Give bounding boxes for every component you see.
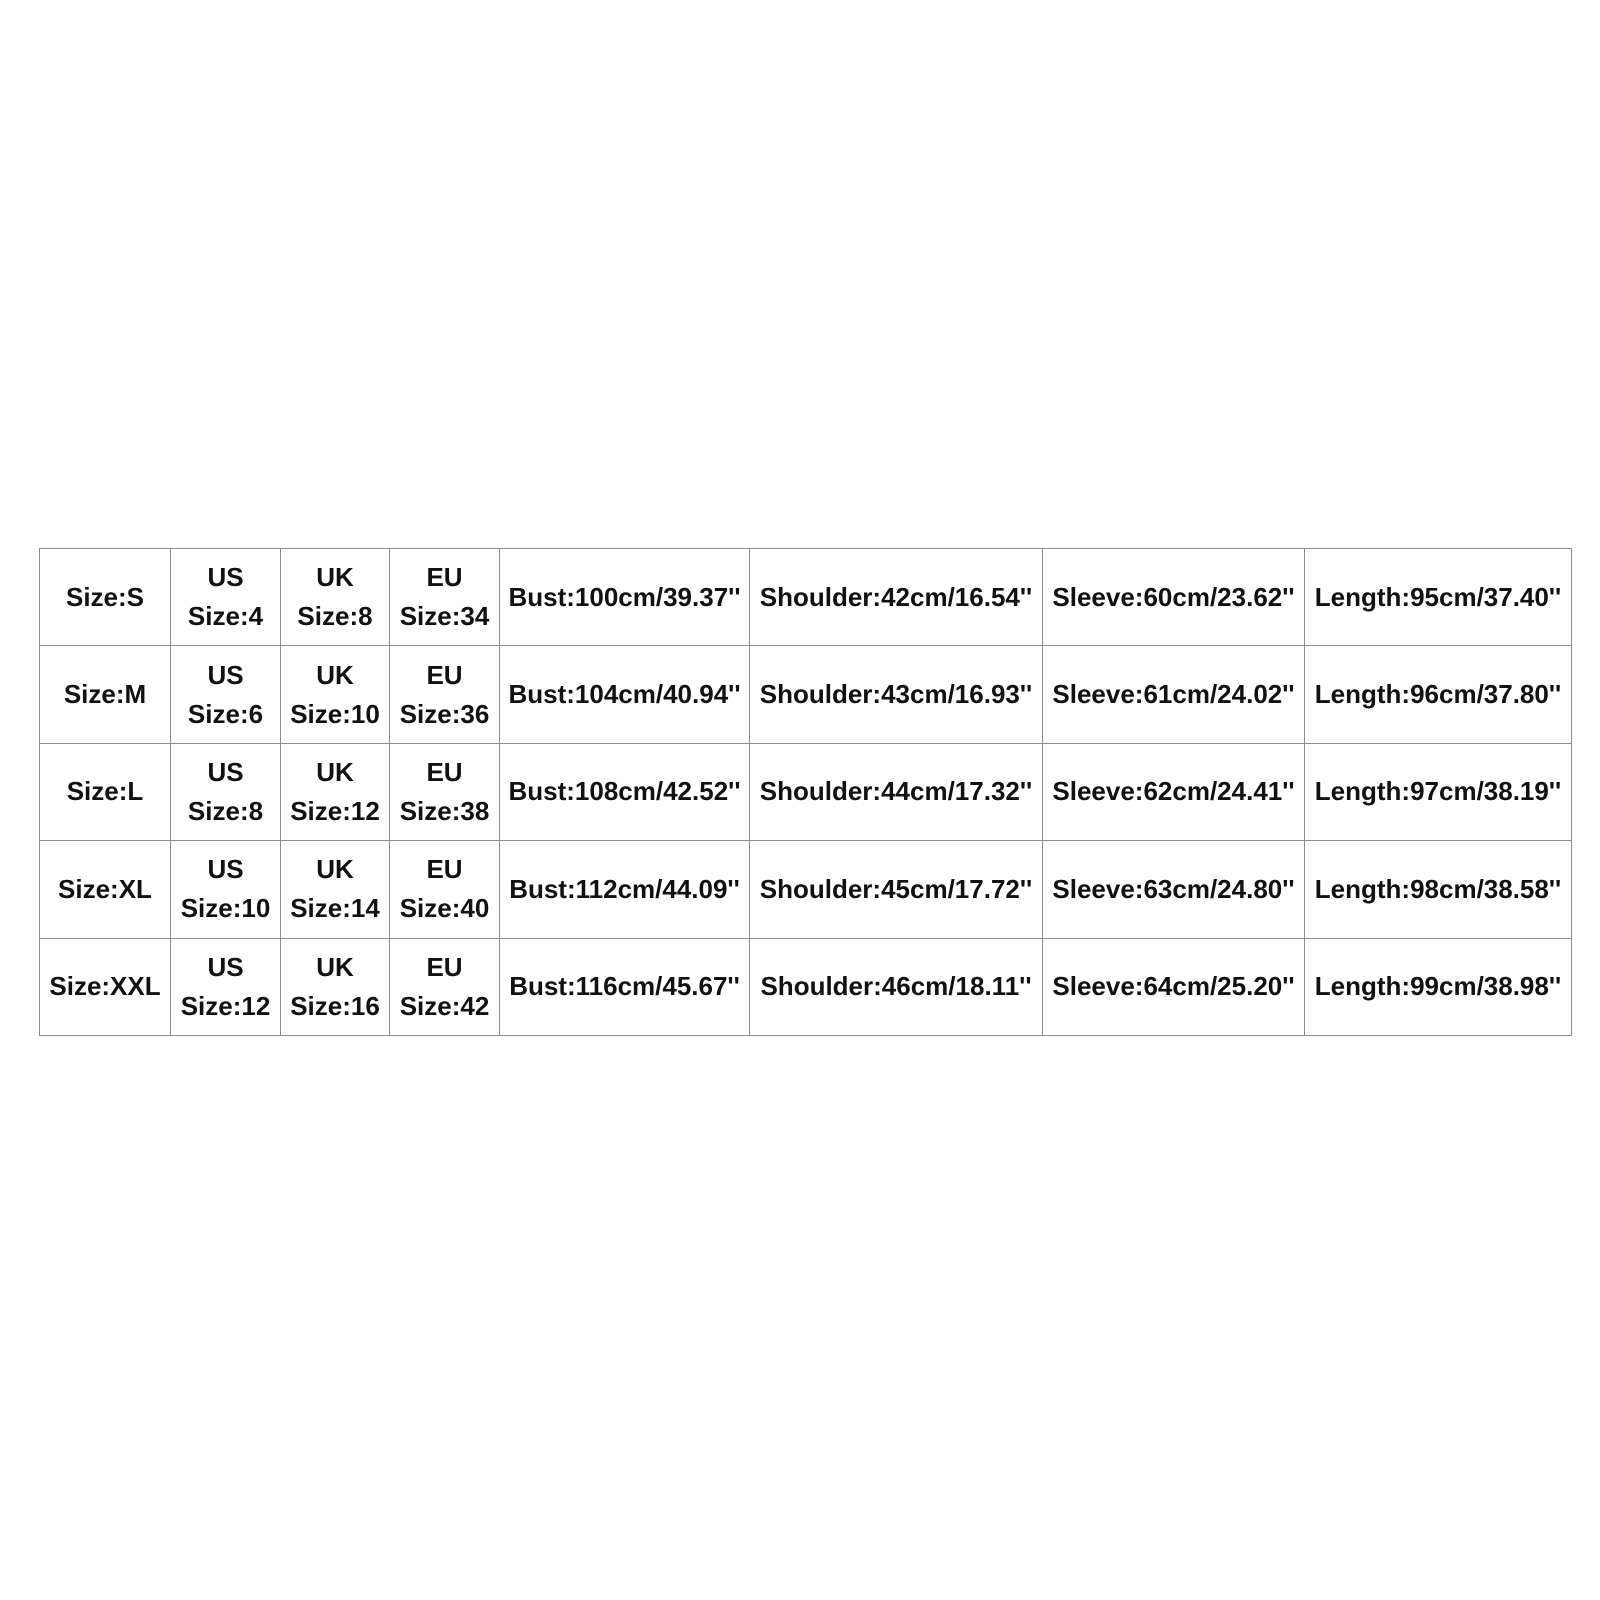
us-value: Size:10 — [180, 893, 271, 924]
eu-size-cell — [390, 549, 500, 646]
eu-value: Size:34 — [399, 601, 490, 632]
eu-label: EU — [426, 756, 463, 787]
us-label: US — [207, 756, 244, 787]
uk-size-cell — [281, 743, 390, 840]
us-label: US — [207, 854, 244, 885]
us-label: US — [207, 659, 244, 690]
uk-value: Size:8 — [297, 601, 373, 632]
eu-label: EU — [426, 951, 463, 982]
size-cell: Size:S — [40, 549, 171, 646]
uk-size-cell — [281, 938, 390, 1035]
eu-label: EU — [426, 659, 463, 690]
uk-label: UK — [316, 951, 354, 982]
shoulder-cell: Shoulder:45cm/17.72'' — [750, 841, 1043, 938]
table-row — [40, 743, 1572, 840]
eu-size-cell — [390, 743, 500, 840]
shoulder-cell: Shoulder:44cm/17.32'' — [750, 743, 1043, 840]
uk-label: UK — [316, 756, 354, 787]
us-value: Size:8 — [187, 795, 264, 826]
eu-value: Size:38 — [399, 795, 490, 826]
length-cell: Length:99cm/38.98'' — [1305, 938, 1572, 1035]
bust-cell: Bust:100cm/39.37'' — [500, 549, 750, 646]
size-cell: Size:M — [40, 646, 171, 743]
uk-size-cell — [281, 841, 390, 938]
uk-value: Size:16 — [290, 990, 380, 1021]
eu-value: Size:36 — [399, 698, 490, 729]
bust-cell: Bust:116cm/45.67'' — [500, 938, 750, 1035]
eu-size-cell — [390, 938, 500, 1035]
bust-cell: Bust:104cm/40.94'' — [500, 646, 750, 743]
eu-value: Size:40 — [399, 893, 490, 924]
eu-value: Size:42 — [399, 990, 490, 1021]
sleeve-cell: Sleeve:61cm/24.02'' — [1043, 646, 1305, 743]
size-cell: Size:L — [40, 743, 171, 840]
length-cell: Length:97cm/38.19'' — [1305, 743, 1572, 840]
table-row — [40, 841, 1572, 938]
sleeve-cell: Sleeve:63cm/24.80'' — [1043, 841, 1305, 938]
uk-value: Size:12 — [290, 795, 380, 826]
uk-value: Size:10 — [290, 698, 380, 729]
sleeve-cell: Sleeve:64cm/25.20'' — [1043, 938, 1305, 1035]
table-row — [40, 549, 1572, 646]
eu-label: EU — [426, 562, 463, 593]
us-label: US — [207, 951, 244, 982]
us-size-cell — [171, 841, 281, 938]
us-size-cell — [171, 549, 281, 646]
uk-size-cell — [281, 646, 390, 743]
uk-size-cell — [281, 549, 390, 646]
uk-label: UK — [316, 562, 354, 593]
us-value: Size:12 — [180, 990, 271, 1021]
length-cell: Length:96cm/37.80'' — [1305, 646, 1572, 743]
uk-label: UK — [316, 659, 354, 690]
shoulder-cell: Shoulder:43cm/16.93'' — [750, 646, 1043, 743]
shoulder-cell: Shoulder:46cm/18.11'' — [750, 938, 1043, 1035]
eu-size-cell — [390, 646, 500, 743]
us-value: Size:4 — [187, 601, 264, 632]
us-value: Size:6 — [187, 698, 264, 729]
size-chart-table — [39, 548, 1572, 1036]
us-size-cell — [171, 646, 281, 743]
eu-size-cell — [390, 841, 500, 938]
bust-cell: Bust:112cm/44.09'' — [500, 841, 750, 938]
us-size-cell — [171, 743, 281, 840]
size-cell: Size:XL — [40, 841, 171, 938]
table-row — [40, 646, 1572, 743]
table-row — [40, 938, 1572, 1035]
length-cell: Length:95cm/37.40'' — [1305, 549, 1572, 646]
size-chart — [39, 548, 1571, 1036]
size-cell: Size:XXL — [40, 938, 171, 1035]
us-label: US — [207, 562, 244, 593]
sleeve-cell: Sleeve:60cm/23.62'' — [1043, 549, 1305, 646]
shoulder-cell: Shoulder:42cm/16.54'' — [750, 549, 1043, 646]
length-cell: Length:98cm/38.58'' — [1305, 841, 1572, 938]
uk-value: Size:14 — [290, 893, 380, 924]
us-size-cell — [171, 938, 281, 1035]
sleeve-cell: Sleeve:62cm/24.41'' — [1043, 743, 1305, 840]
eu-label: EU — [426, 854, 463, 885]
bust-cell: Bust:108cm/42.52'' — [500, 743, 750, 840]
uk-label: UK — [316, 854, 354, 885]
